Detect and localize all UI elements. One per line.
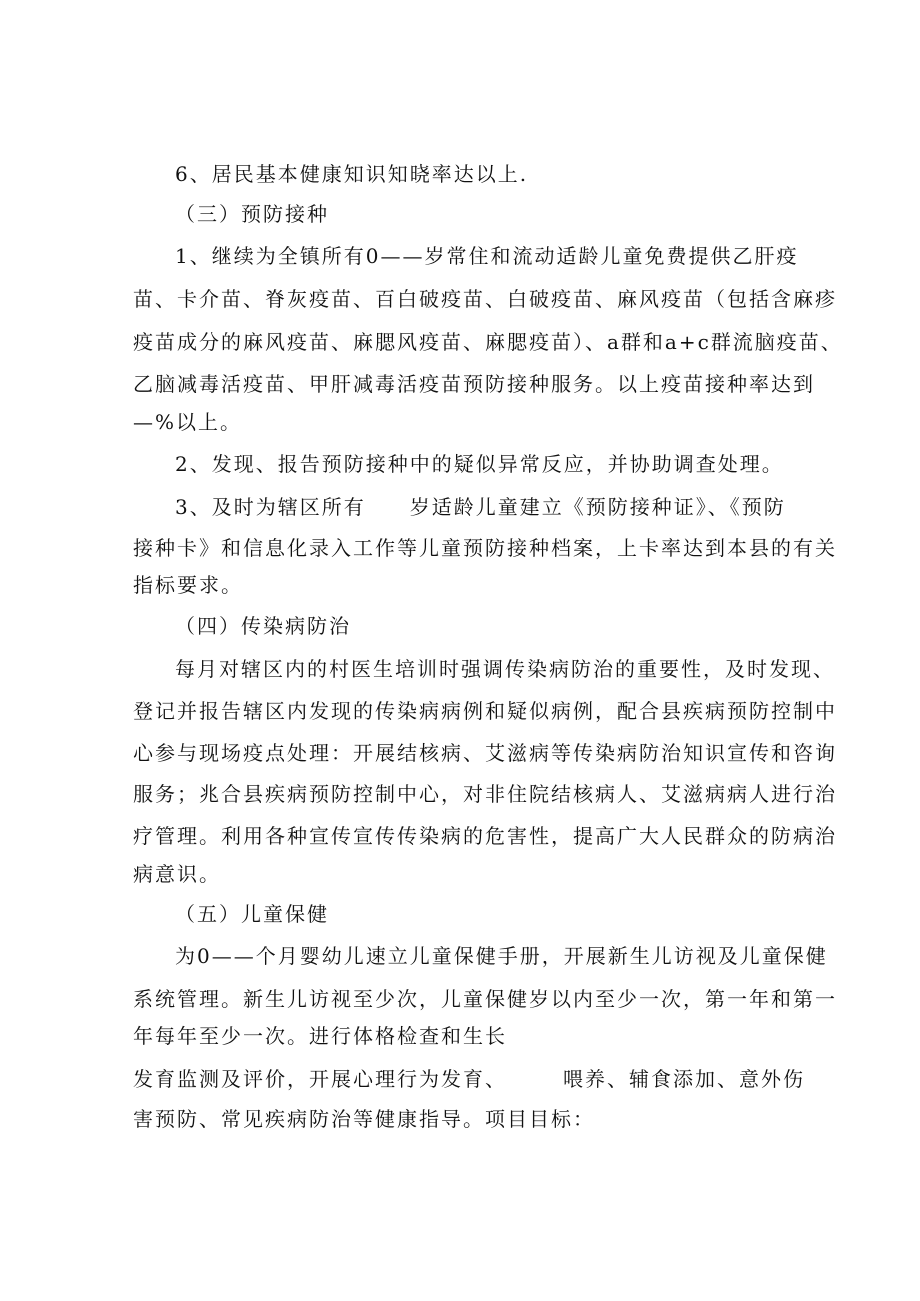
text-line-8 [175, 450, 784, 478]
text-line-20 [175, 942, 828, 970]
text-line: 指标要求。 [133, 573, 243, 597]
text-line: （三）预防接种 [175, 202, 329, 226]
text-line-15 [133, 739, 837, 767]
text-line-4 [133, 285, 837, 313]
text-line: 6、居民基本健康知识知晓率达以上. [175, 162, 529, 186]
text-line: 病意识。 [133, 862, 221, 886]
text-line-22 [133, 1022, 507, 1050]
text-line-3 [175, 242, 798, 270]
text-line-14 [133, 697, 837, 725]
text-line-1 [175, 160, 528, 188]
text-line: 3、及时为辖区所有 岁适龄儿童建立《预防接种证》、《预防 [175, 495, 786, 519]
text-line: 系统管理。新生儿访视至少次，儿童保健岁以内至少一次，第一年和第一 [133, 987, 837, 1011]
text-line: 心参与现场疫点处理：开展结核病、艾滋病等传染病防治知识宣传和咨询 [133, 741, 837, 765]
text-line: 为0——个月婴幼儿速立儿童保健手册，开展新生儿访视及儿童保健 [175, 944, 828, 968]
text-line: 2、发现、报告预防接种中的疑似异常反应，并协助调查处理。 [175, 452, 784, 476]
text-line-16 [133, 780, 837, 808]
text-line: 疫苗成分的麻风疫苗、麻腮风疫苗、麻腮疫苗）、a群和a+c群流脑疫苗、 [133, 330, 843, 354]
text-line-24 [133, 1105, 595, 1133]
text-line: 发育监测及评价，开展心理行为发育、 喂养、辅食添加、意外伤 [133, 1067, 805, 1091]
text-line: 苗、卡介苗、脊灰疫苗、百白破疫苗、白破疫苗、麻风疫苗（包括含麻疹 [133, 287, 837, 311]
text-line-6 [133, 370, 815, 398]
text-line-9 [175, 493, 786, 521]
text-line-17 [133, 822, 837, 850]
text-line: 接种卡》和信息化录入工作等儿童预防接种档案，上卡率达到本县的有关 [133, 536, 837, 560]
text-line: 服务；兆合县疾病预防控制中心，对非住院结核病人、艾滋病病人进行治 [133, 782, 837, 806]
text-line-7 [133, 408, 242, 436]
text-line: （五）儿童保健 [175, 902, 329, 926]
section-heading-3 [175, 200, 329, 228]
text-line-13 [175, 655, 835, 683]
text-line-10 [133, 534, 837, 562]
text-line: —%以上。 [133, 410, 243, 434]
text-line: （四）传染病防治 [175, 614, 351, 638]
text-line-21 [133, 985, 837, 1013]
text-line: 年每年至少一次。进行体格检查和生长 [133, 1024, 507, 1048]
text-line: 疗管理。利用各种宣传宣传传染病的危害性，提高广大人民群众的防病治 [133, 824, 837, 848]
section-heading-5 [175, 900, 329, 928]
text-line-5 [133, 328, 843, 356]
text-line: 乙脑减毒活疫苗、甲肝减毒活疫苗预防接种服务。以上疫苗接种率达到 [133, 372, 815, 396]
text-line: 登记并报告辖区内发现的传染病病例和疑似病例，配合县疾病预防控制中 [133, 699, 837, 723]
text-line: 每月对辖区内的村医生培训时强调传染病防治的重要性，及时发现、 [175, 657, 835, 681]
text-line: 1、继续为全镇所有0——岁常住和流动适龄儿童免费提供乙肝疫 [175, 244, 799, 268]
text-line: 害预防、常见疾病防治等健康指导。项目目标： [133, 1107, 595, 1131]
section-heading-4 [175, 612, 351, 640]
text-line-11 [133, 571, 243, 599]
text-line-23 [133, 1065, 805, 1093]
text-line-18 [133, 860, 221, 888]
